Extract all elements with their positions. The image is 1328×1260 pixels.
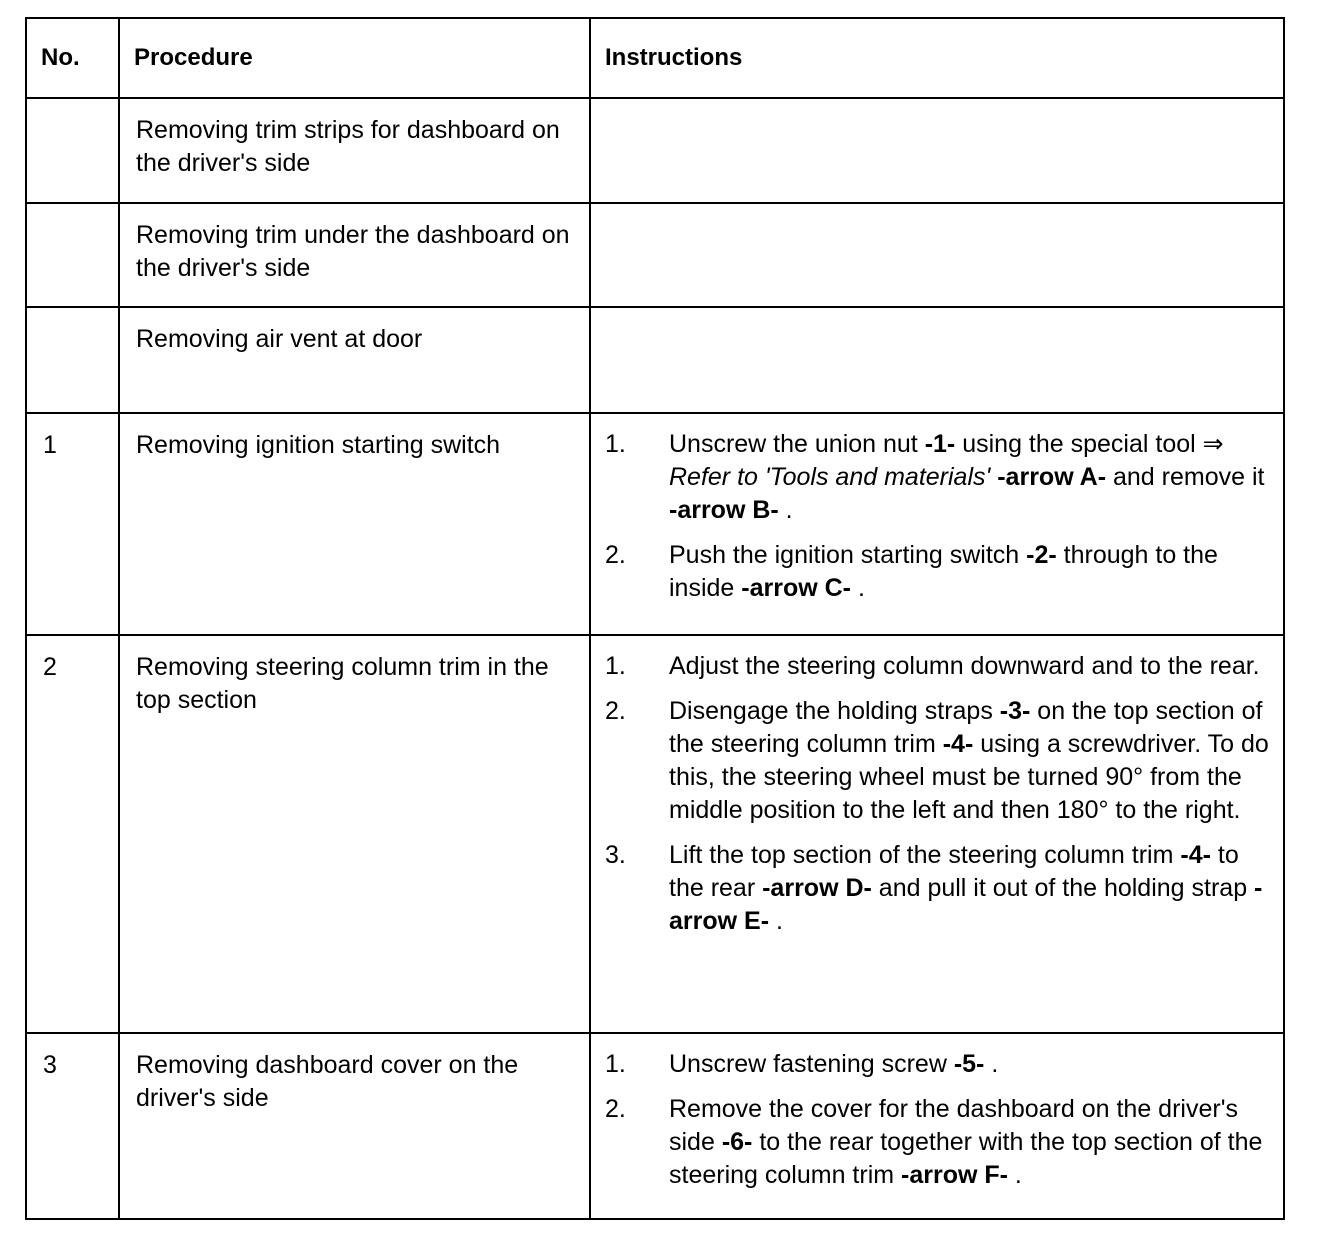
procedure-cell: Removing air vent at door	[119, 307, 590, 413]
step-ref-bold: -1-	[924, 430, 956, 458]
step-text-part: Unscrew the union nut	[669, 430, 925, 458]
row-number: 1	[26, 413, 119, 635]
header-row	[26, 18, 1284, 98]
instruction-step	[591, 1048, 1273, 1081]
row-number	[26, 98, 119, 203]
procedure-cell: Removing trim under the dashboard on the driver's side	[119, 203, 590, 307]
procedure-cell: Removing trim strips for dashboard on the driver's side	[119, 98, 590, 203]
step-number: 3.	[605, 841, 626, 869]
procedure-cell: Removing dashboard cover on the driver's side	[119, 1033, 590, 1219]
step-text-part: Push the ignition starting switch	[669, 541, 1027, 569]
step-text-part: using the special tool	[955, 430, 1203, 458]
step-text-part: Lift the top section of the steering column trim	[669, 841, 1181, 869]
instructions-cell	[590, 635, 1284, 1033]
step-number: 1.	[605, 430, 626, 458]
step-text-part: to the rear together with the top section of the steering column trim	[669, 1128, 1263, 1189]
instruction-step	[591, 650, 1273, 683]
step-link[interactable]: ⇒ Refer to 'Tools and materials'	[669, 430, 1224, 491]
step-text	[669, 695, 1273, 827]
procedure-cell: Removing ignition starting switch	[119, 413, 590, 635]
instructions-cell	[590, 98, 1284, 203]
step-number: 2.	[605, 1095, 626, 1123]
step-text-part: .	[769, 907, 783, 935]
table-body	[26, 98, 1284, 1219]
instructions-cell	[590, 1033, 1284, 1219]
step-ref-bold: -arrow E-	[669, 874, 1263, 935]
step-text	[669, 1093, 1273, 1192]
instructions-cell	[590, 307, 1284, 413]
table-row	[26, 413, 1284, 635]
step-ref-bold: -6-	[721, 1128, 753, 1156]
step-ref-bold: -arrow F-	[901, 1161, 1008, 1189]
step-text-part: .	[851, 574, 865, 602]
step-number: 2.	[605, 697, 626, 725]
table-row	[26, 635, 1284, 1033]
row-number	[26, 307, 119, 413]
step-text	[669, 1048, 1273, 1081]
row-number: 3	[26, 1033, 119, 1219]
step-text-part: and pull it out of the holding strap	[871, 874, 1255, 902]
step-ref-bold: -2-	[1026, 541, 1057, 569]
table-row	[26, 1033, 1284, 1219]
step-ref-bold: -arrow C-	[741, 574, 851, 602]
step-number: 1.	[605, 652, 626, 680]
step-ref-bold: -arrow A-	[997, 463, 1107, 491]
step-ref-bold: -3-	[999, 697, 1031, 725]
step-ref-bold: -arrow B-	[669, 496, 779, 524]
step-number: 1.	[605, 1050, 626, 1078]
step-text	[669, 539, 1273, 605]
instruction-step	[591, 428, 1273, 527]
procedure-table	[25, 17, 1285, 1220]
instruction-step	[591, 839, 1273, 938]
instruction-step	[591, 695, 1273, 827]
step-text-part: .	[984, 1050, 999, 1078]
row-number	[26, 203, 119, 307]
step-text-part: Unscrew fastening screw	[669, 1050, 954, 1078]
step-text-part: .	[778, 496, 793, 524]
step-ref-bold: -5-	[953, 1050, 985, 1078]
step-text-part: .	[1007, 1161, 1022, 1189]
instructions-cell	[590, 203, 1284, 307]
header-instructions: Instructions	[590, 18, 1284, 98]
header-no: No.	[26, 18, 119, 98]
procedure-cell: Removing steering column trim in the top section	[119, 635, 590, 1033]
header-procedure: Procedure	[119, 18, 590, 98]
step-text-part: through to the inside	[669, 541, 1218, 602]
step-text	[669, 650, 1273, 683]
instruction-step	[591, 539, 1273, 605]
step-text	[669, 428, 1273, 527]
step-text-part: Disengage the holding straps	[669, 697, 1000, 725]
step-text-part: Adjust the steering column downward and to the rear.	[669, 652, 1260, 680]
table-row	[26, 98, 1284, 203]
step-text-part: to the rear	[669, 841, 1239, 902]
step-ref-bold: -4-	[1180, 841, 1211, 869]
step-number: 2.	[605, 541, 626, 569]
step-text	[669, 839, 1273, 938]
table-row	[26, 203, 1284, 307]
instruction-step	[591, 1093, 1273, 1192]
instructions-cell	[590, 413, 1284, 635]
step-text-part: and remove it	[1106, 463, 1265, 491]
table-row	[26, 307, 1284, 413]
row-number: 2	[26, 635, 119, 1033]
step-text-part: on the top section of the steering column trim	[669, 697, 1263, 758]
step-text-part: using a screwdriver. To do this, the steering wheel must be turned 90° from the middle position to the left and then 180° to the right.	[669, 730, 1269, 824]
step-ref-bold: -4-	[942, 730, 974, 758]
step-ref-bold: -arrow D-	[762, 874, 872, 902]
step-text-part: Remove the cover for the dashboard on the driver's side	[669, 1095, 1238, 1156]
